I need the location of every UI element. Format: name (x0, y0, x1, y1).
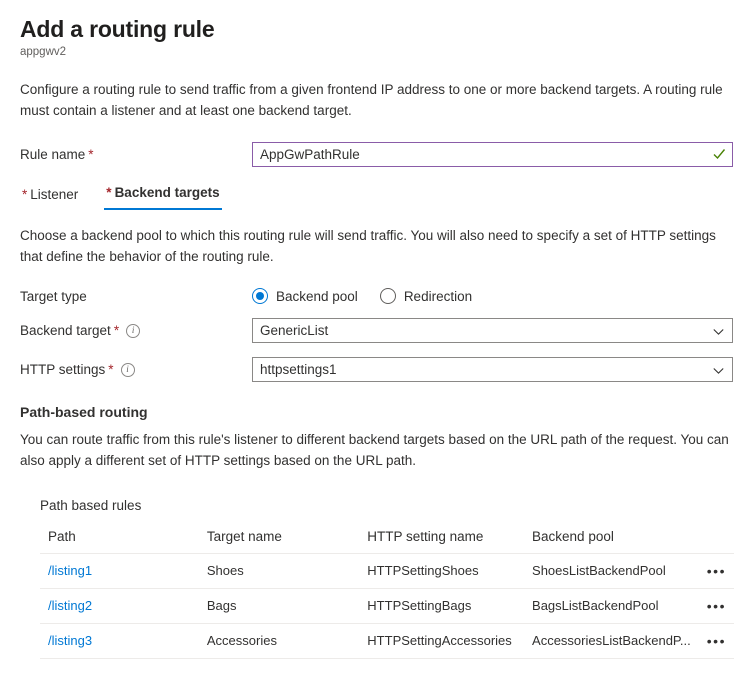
http-settings-row (20, 357, 733, 382)
cell-row-menu (699, 553, 734, 588)
column-header-target-name: Target name (199, 523, 359, 554)
more-options-icon[interactable]: ••• (706, 562, 726, 579)
radio-backend-pool-label: Backend pool (276, 288, 358, 304)
cell-row-menu (699, 588, 734, 623)
path-based-rules-section (20, 498, 733, 659)
http-settings-select-wrap (252, 357, 733, 382)
path-based-routing-description: You can route traffic from this rule's listener to different backend targets based on the URL path of the request. You can also apply a different set of HTTP settings based on the URL path. (20, 432, 729, 469)
rule-name-input-wrap (252, 142, 733, 167)
http-settings-label-text: HTTP settings (20, 362, 106, 378)
intro-text: Configure a routing rule to send traffic from a given frontend IP address to one or more backend targets. A routing rule must contain a listener and at least one backend target. (20, 82, 723, 119)
table-row (40, 553, 734, 588)
rule-name-required-marker: * (88, 147, 94, 163)
cell-backend-pool: AccessoriesListBackendP... (524, 623, 699, 658)
rule-name-label (20, 147, 252, 162)
table-header-row (40, 523, 734, 554)
column-header-path: Path (40, 523, 199, 554)
more-options-icon[interactable]: ••• (706, 632, 726, 649)
tab-backend-targets[interactable] (104, 181, 221, 210)
rule-name-row (20, 142, 733, 167)
tab-backend-targets-required-marker: * (106, 185, 112, 201)
path-based-routing-heading: Path-based routing (20, 404, 148, 421)
cell-path (40, 588, 199, 623)
http-settings-required-marker: * (108, 362, 114, 378)
http-settings-label (20, 362, 252, 377)
path-link[interactable]: /listing2 (48, 598, 93, 614)
tab-listener-label: Listener (30, 187, 79, 203)
radio-backend-pool[interactable] (252, 288, 358, 304)
backend-tabs (20, 181, 733, 210)
http-settings-select[interactable]: httpsettings1 (252, 357, 733, 382)
cell-path (40, 553, 199, 588)
cell-http-setting-name: HTTPSettingShoes (359, 553, 524, 588)
tab-listener[interactable] (20, 183, 80, 210)
backend-target-select-wrap (252, 318, 733, 343)
rule-name-label-text: Rule name (20, 147, 86, 163)
table-row (40, 588, 734, 623)
rule-name-input[interactable] (252, 142, 733, 167)
radio-backend-pool-circle (252, 288, 268, 304)
tab-listener-required-marker: * (22, 187, 28, 203)
column-header-menu (699, 523, 734, 554)
column-header-backend-pool: Backend pool (524, 523, 699, 554)
path-link[interactable]: /listing1 (48, 563, 93, 579)
column-header-http-setting-name: HTTP setting name (359, 523, 524, 554)
page-subtitle: appgwv2 (20, 46, 67, 59)
path-based-rules-title: Path based rules (40, 497, 142, 513)
target-type-row (20, 288, 733, 304)
page-title: Add a routing rule (20, 16, 215, 42)
cell-row-menu (699, 623, 734, 658)
backend-target-label-text: Backend target (20, 323, 111, 339)
backend-target-label (20, 323, 252, 338)
info-icon[interactable]: i (121, 363, 135, 377)
backend-target-row (20, 318, 733, 343)
target-type-radio-group (252, 288, 733, 304)
backend-section-description: Choose a backend pool to which this routing rule will send traffic. You will also need to specify a set of HTTP settings that define the behavior of the routing rule. (20, 228, 716, 265)
cell-target-name: Shoes (199, 553, 359, 588)
backend-target-required-marker: * (113, 323, 120, 339)
more-options-icon[interactable]: ••• (706, 597, 726, 614)
cell-backend-pool: BagsListBackendPool (524, 588, 699, 623)
cell-target-name: Bags (199, 588, 359, 623)
cell-http-setting-name: HTTPSettingBags (359, 588, 524, 623)
info-icon[interactable]: i (126, 324, 140, 338)
path-link[interactable]: /listing3 (48, 633, 93, 649)
target-type-label (20, 289, 252, 304)
cell-target-name: Accessories (199, 623, 359, 658)
tab-backend-targets-label: Backend targets (114, 185, 220, 201)
radio-redirection-circle (380, 288, 396, 304)
target-type-label-text: Target type (20, 288, 87, 304)
cell-path (40, 623, 199, 658)
path-based-rules-table (40, 523, 734, 659)
backend-target-select[interactable]: GenericList (252, 318, 733, 343)
cell-backend-pool: ShoesListBackendPool (524, 553, 699, 588)
radio-redirection[interactable] (380, 288, 472, 304)
cell-http-setting-name: HTTPSettingAccessories (359, 623, 524, 658)
radio-redirection-label: Redirection (403, 288, 473, 304)
table-row (40, 623, 734, 658)
